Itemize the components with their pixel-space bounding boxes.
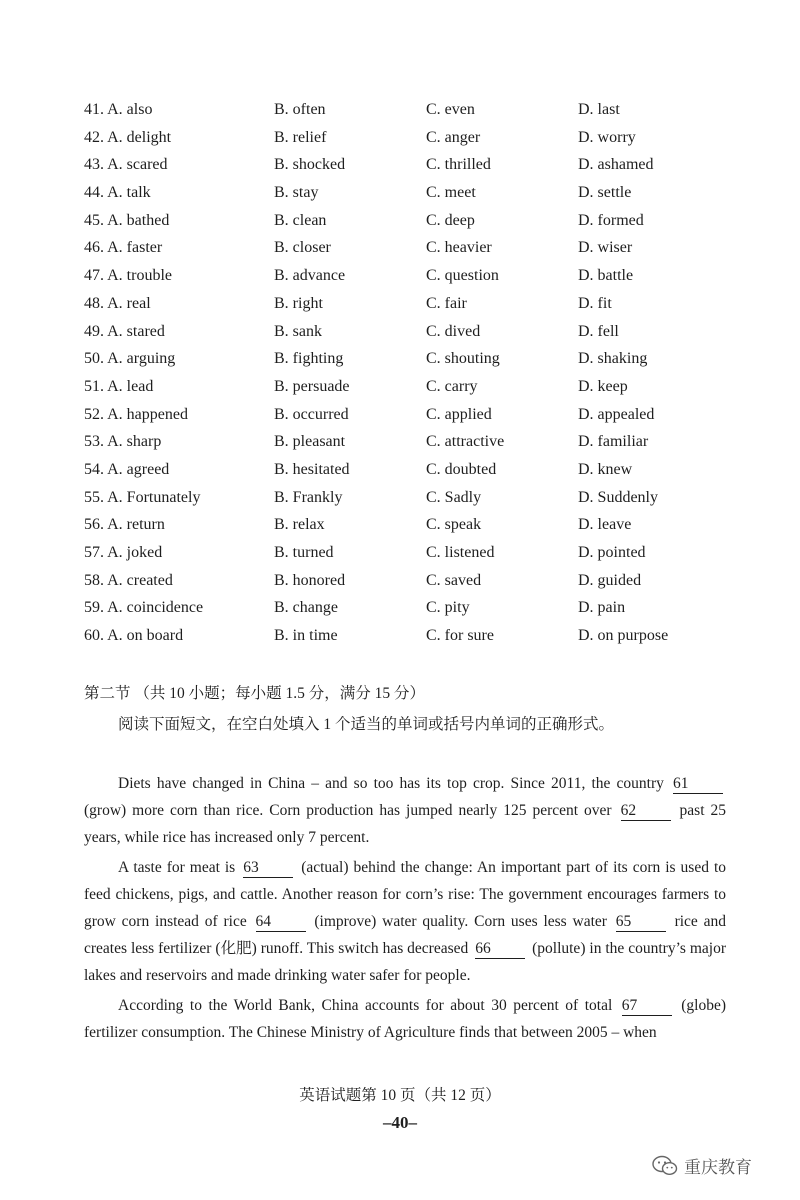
option-a: 57. A. joked	[84, 544, 163, 561]
option-a: 59. A. coincidence	[84, 599, 204, 617]
option-b: B. advance	[274, 267, 346, 285]
option-row	[84, 151, 724, 179]
option-d: D. worry	[578, 128, 636, 146]
option-row	[84, 179, 724, 207]
option-c: C. speak	[426, 516, 482, 534]
option-b: B. clean	[274, 211, 327, 229]
option-d: D. knew	[578, 460, 633, 478]
option-c: C. dived	[426, 322, 481, 340]
page-label: 英语试题第 10 页（共 12 页）	[299, 1087, 501, 1104]
option-row	[84, 96, 724, 124]
option-c: C. Sadly	[426, 488, 482, 506]
option-c: C. question	[426, 267, 499, 285]
blank-62: 62	[621, 802, 671, 821]
option-row	[84, 456, 724, 484]
option-a: 48. A. real	[84, 294, 151, 312]
option-d: D. pointed	[578, 544, 646, 561]
option-row	[84, 484, 724, 512]
option-c: C. meet	[426, 184, 476, 202]
passage-text: Diets have changed in China – and so too has its top crop. Since 2011, the country	[118, 775, 670, 792]
option-c: C. attractive	[426, 433, 505, 451]
option-d: D. on purpose	[578, 627, 669, 645]
option-b: B. in time	[274, 627, 338, 645]
watermark	[652, 1153, 752, 1178]
option-row	[84, 207, 724, 235]
paragraph-3	[84, 992, 726, 1046]
blank-64: 64	[256, 913, 306, 932]
blank-66: 66	[475, 940, 525, 959]
passage-text: (grow) more corn than rice. Corn production has jumped nearly 125 percent over	[84, 802, 618, 820]
options-table	[84, 96, 724, 650]
option-c: C. carry	[426, 377, 478, 395]
option-b: B. right	[274, 294, 323, 312]
option-row	[84, 567, 724, 595]
option-a: 47. A. trouble	[84, 267, 172, 285]
option-c: C. fair	[426, 294, 467, 312]
option-row	[84, 511, 724, 539]
option-a: 42. A. delight	[84, 128, 172, 146]
option-d: D. battle	[578, 267, 634, 285]
option-b: B. occurred	[274, 405, 349, 423]
blank-67: 67	[622, 997, 672, 1016]
option-a: 49. A. stared	[84, 322, 165, 340]
passage-text: According to the World Bank, China accounts for about 30 percent of total	[118, 996, 619, 1014]
option-d: D. fit	[578, 294, 612, 312]
passage-text: A taste for meat is	[118, 858, 241, 876]
option-d: D. appealed	[578, 405, 655, 423]
option-d: D. settle	[578, 184, 632, 202]
option-row	[84, 594, 724, 622]
option-a: 58. A. created	[84, 571, 173, 589]
option-d: D. formed	[578, 211, 644, 229]
option-a: 60. A. on board	[84, 627, 184, 645]
option-b: B. shocked	[274, 156, 346, 174]
option-a: 56. A. return	[84, 516, 165, 534]
option-b: B. often	[274, 101, 326, 118]
option-d: D. fell	[578, 322, 619, 340]
option-d: D. leave	[578, 516, 632, 534]
option-a: 44. A. talk	[84, 184, 151, 202]
option-c: C. pity	[426, 599, 470, 617]
option-b: B. persuade	[274, 377, 350, 395]
option-a: 50. A. arguing	[84, 350, 176, 368]
option-d: D. shaking	[578, 350, 648, 368]
blank-61: 61	[673, 775, 723, 794]
blank-63: 63	[243, 859, 293, 878]
option-row	[84, 539, 724, 567]
section-header: 第二节 （共 10 小题；每小题 1.5 分，满分 15 分）	[84, 685, 426, 702]
option-d: D. ashamed	[578, 156, 654, 174]
option-a: 55. A. Fortunately	[84, 488, 201, 506]
option-a: 41. A. also	[84, 101, 153, 118]
option-c: C. applied	[426, 405, 492, 423]
option-d: D. Suddenly	[578, 488, 658, 506]
option-a: 52. A. happened	[84, 405, 188, 423]
option-row	[84, 622, 724, 650]
passage-text: (actual) behind the change: An important part of its corn is used to feed chickens, pigs, and cattle. Another reason for corn’s rise: The government encourages farmers to grow corn instead of rice	[84, 858, 726, 931]
option-b: B. change	[274, 599, 338, 617]
option-c: C. even	[426, 101, 475, 118]
option-a: 54. A. agreed	[84, 460, 170, 478]
option-c: C. heavier	[426, 239, 492, 257]
option-c: C. for sure	[426, 627, 494, 645]
option-b: B. relax	[274, 516, 325, 534]
option-c: C. anger	[426, 128, 481, 146]
option-a: 45. A. bathed	[84, 211, 170, 229]
option-row	[84, 290, 724, 318]
passage-text: (improve) water quality. Corn uses less water	[308, 913, 613, 931]
page-number: –40–	[383, 1113, 417, 1132]
option-c: C. thrilled	[426, 156, 491, 174]
option-a: 46. A. faster	[84, 239, 163, 257]
watermark-text: 重庆教育	[684, 1158, 752, 1178]
option-b: B. hesitated	[274, 460, 350, 478]
option-c: C. listened	[426, 544, 495, 561]
option-d: D. pain	[578, 599, 626, 617]
passage-text: rice and creates less fertilizer (化肥) runoff. This switch has decreased	[84, 913, 726, 958]
option-d: D. wiser	[578, 239, 633, 257]
option-b: B. closer	[274, 239, 331, 257]
option-row	[84, 318, 724, 346]
option-b: B. turned	[274, 544, 334, 561]
paragraph-2	[84, 854, 726, 990]
option-b: B. fighting	[274, 350, 344, 368]
option-c: C. shouting	[426, 350, 500, 368]
blank-65: 65	[616, 913, 666, 932]
option-c: C. saved	[426, 571, 482, 589]
wechat-icon	[652, 1155, 678, 1177]
option-row	[84, 373, 724, 401]
option-row	[84, 234, 724, 262]
option-row	[84, 401, 724, 429]
option-d: D. last	[578, 101, 620, 118]
option-d: D. guided	[578, 571, 642, 589]
passage-text: (globe) fertilizer consumption. The Chinese Ministry of Agriculture finds that between 2005 – when	[84, 996, 726, 1041]
option-b: B. relief	[274, 128, 327, 146]
option-d: D. keep	[578, 377, 628, 395]
option-a: 53. A. sharp	[84, 433, 162, 451]
option-c: C. doubted	[426, 460, 497, 478]
option-b: B. honored	[274, 571, 346, 589]
option-c: C. deep	[426, 211, 475, 229]
option-d: D. familiar	[578, 433, 649, 451]
option-row	[84, 124, 724, 152]
passage-text: (pollute) in the country’s major lakes and reservoirs and made drinking water safer for people.	[84, 940, 726, 985]
option-a: 43. A. scared	[84, 156, 168, 174]
option-a: 51. A. lead	[84, 377, 154, 395]
passage-text: past 25 years, while rice has increased only 7 percent.	[84, 802, 726, 847]
option-b: B. sank	[274, 322, 322, 340]
option-row	[84, 345, 724, 373]
option-b: B. Frankly	[274, 488, 343, 506]
paragraph-1	[84, 770, 726, 852]
option-row	[84, 262, 724, 290]
option-b: B. stay	[274, 184, 319, 202]
passage	[84, 770, 726, 1048]
option-row	[84, 428, 724, 456]
section-instruction: 阅读下面短文，在空白处填入 1 个适当的单词或括号内单词的正确形式。	[118, 716, 615, 733]
option-b: B. pleasant	[274, 433, 346, 451]
